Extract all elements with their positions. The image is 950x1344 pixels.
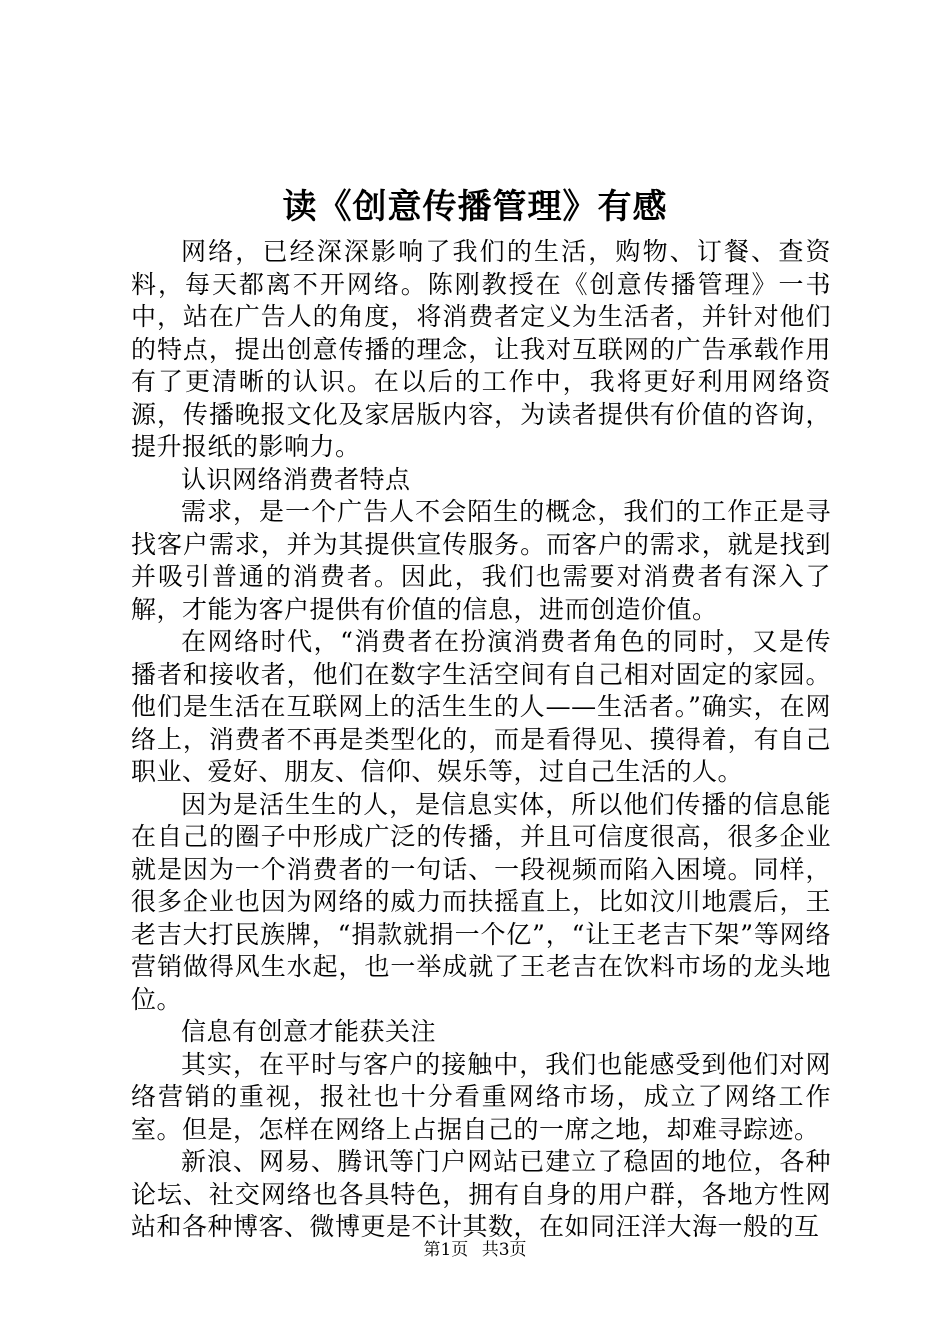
paragraph: 网络，已经深深影响了我们的生活，购物、订餐、查资料，每天都离不开网络。陈刚教授在《创意传播管理》一书中，站在广告人的角度，将消费者定义为生活者，并针对他们的特点，提出创意传播的理念，让我对互联网的广告承载作用有了更清晰的认识。在以后的工作中，我将更好利用网络资源，传播晚报文化及家居版内容，为读者提供有价值的咨询，提升报纸的影响力。 [131,237,831,461]
section-heading: 信息有创意才能获关注 [181,1017,437,1046]
page-number: 第1页 [423,1240,469,1260]
page-footer [0,1238,950,1262]
paragraph: 需求，是一个广告人不会陌生的概念，我们的工作正是寻找客户需求，并为其提供宣传服务。而客户的需求，就是找到并吸引普通的消费者。因此，我们也需要对消费者有深入了解，才能为客户提供有价值的信息，进而创造价值。 [131,497,831,624]
paragraph: 在网络时代，“消费者在扮演消费者角色的同时，又是传播者和接收者，他们在数字生活空间有自己相对固定的家园。他们是生活在互联网上的活生生的人——生活者。”确实，在网络上，消费者不再是类型化的，而是看得见、摸得着，有自己职业、爱好、朋友、信仰、娱乐等，过自己生活的人。 [131,627,831,786]
section-heading: 认识网络消费者特点 [181,464,411,494]
document-title: 读《创意传播管理》有感 [282,187,668,227]
page-total: 共3页 [481,1240,527,1260]
document-body [131,236,831,1244]
paragraph: 新浪、网易、腾讯等门户网站已建立了稳固的地位，各种论坛、社交网络也各具特色，拥有自身的用户群，各地方性网站和各种博客、微博更是不计其数，在如同汪洋大海一般的互 [131,1147,831,1241]
paragraph: 因为是活生生的人，是信息实体，所以他们传播的信息能在自己的圈子中形成广泛的传播，并且可信度很高，很多企业就是因为一个消费者的一句话、一段视频而陷入困境。同样，很多企业也因为网络的威力而扶摇直上，比如汶川地震后，王老吉大打民族牌，“捐款就捐一个亿”，“让王老吉下架”等网络营销做得风生水起，也一举成就了王老吉在饮料市场的龙头地位。 [131,789,831,1014]
paragraph: 其实，在平时与客户的接触中，我们也能感受到他们对网络营销的重视，报社也十分看重网络市场，成立了网络工作室。但是，怎样在网络上占据自己的一席之地，却难寻踪迹。 [131,1049,831,1144]
